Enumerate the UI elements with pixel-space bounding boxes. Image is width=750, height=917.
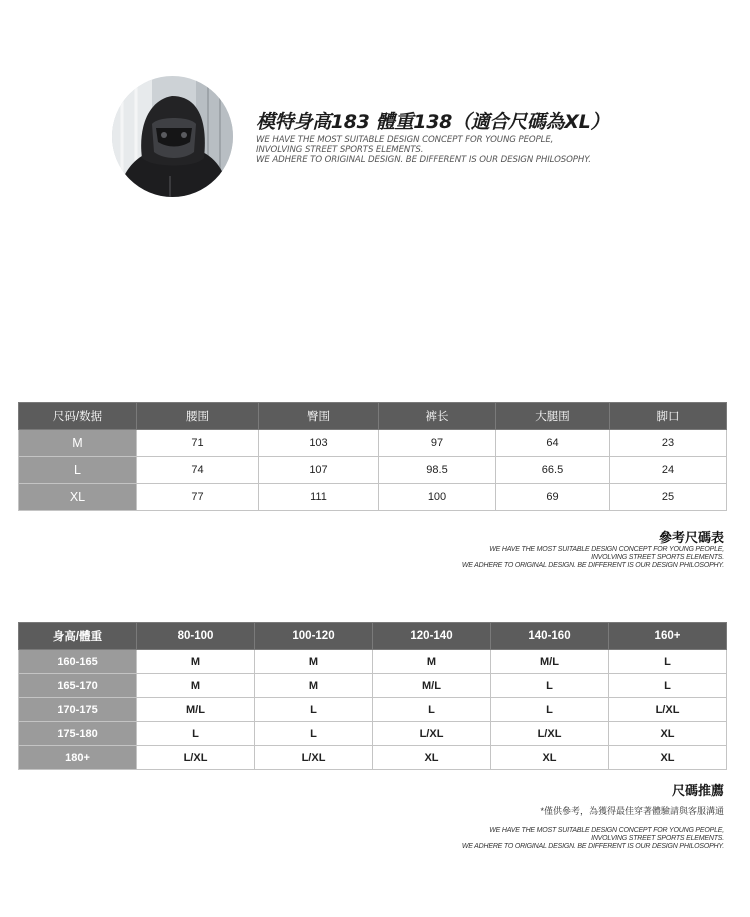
rec-table-header — [19, 623, 727, 650]
table-cell: 103 — [259, 430, 379, 457]
table-cell: XL — [609, 746, 727, 770]
height-label: 170-175 — [19, 698, 137, 722]
header-cell: 臀围 — [259, 403, 379, 430]
table-cell: L — [255, 722, 373, 746]
table-row — [19, 722, 727, 746]
table-row — [19, 650, 727, 674]
size-label: L — [19, 457, 137, 484]
table-cell: M — [373, 650, 491, 674]
rec-caption-line: WE HAVE THE MOST SUITABLE DESIGN CONCEPT FOR YOUNG PEOPLE, — [489, 827, 724, 834]
table-cell: L — [609, 674, 727, 698]
header-cell: 腰围 — [137, 403, 259, 430]
model-slogan-line: WE HAVE THE MOST SUITABLE DESIGN CONCEPT FOR YOUNG PEOPLE, — [256, 135, 554, 145]
model-title: 模特身高183 體重138（適合尺碼為XL） — [256, 111, 610, 133]
size-caption-line: INVOLVING STREET SPORTS ELEMENTS. — [591, 554, 724, 561]
table-row — [19, 698, 727, 722]
model-photo — [112, 76, 233, 197]
header-cell: 大腿围 — [496, 403, 610, 430]
height-label: 165-170 — [19, 674, 137, 698]
size-label: M — [19, 430, 137, 457]
table-row — [19, 674, 727, 698]
rec-caption-note: *僅供參考，為獲得最佳穿著體驗請與客服溝通 — [540, 806, 724, 816]
model-slogan-line: WE ADHERE TO ORIGINAL DESIGN. BE DIFFERENT IS OUR DESIGN PHILOSOPHY. — [256, 155, 591, 165]
rec-caption-title: 尺碼推薦 — [671, 783, 724, 798]
height-label: 160-165 — [19, 650, 137, 674]
table-cell: L — [373, 698, 491, 722]
size-table — [18, 402, 727, 511]
table-cell: XL — [491, 746, 609, 770]
header-cell: 100-120 — [255, 623, 373, 650]
table-cell: M — [137, 650, 255, 674]
table-cell: 24 — [610, 457, 727, 484]
rec-caption-line: INVOLVING STREET SPORTS ELEMENTS. — [591, 835, 724, 842]
table-cell: L/XL — [255, 746, 373, 770]
table-cell: 71 — [137, 430, 259, 457]
table-row — [19, 430, 727, 457]
height-label: 180+ — [19, 746, 137, 770]
table-cell: L — [255, 698, 373, 722]
table-cell: XL — [609, 722, 727, 746]
table-cell: L/XL — [137, 746, 255, 770]
table-cell: L — [609, 650, 727, 674]
table-cell: M/L — [137, 698, 255, 722]
table-cell: 100 — [379, 484, 496, 511]
table-cell: 25 — [610, 484, 727, 511]
size-label: XL — [19, 484, 137, 511]
table-cell: L — [491, 674, 609, 698]
table-cell: M/L — [491, 650, 609, 674]
table-cell: 64 — [496, 430, 610, 457]
header-cell: 身高/體重 — [19, 623, 137, 650]
table-cell: 98.5 — [379, 457, 496, 484]
table-cell: L/XL — [373, 722, 491, 746]
table-cell: L — [491, 698, 609, 722]
model-slogan-line: INVOLVING STREET SPORTS ELEMENTS. — [256, 145, 424, 155]
table-cell: 77 — [137, 484, 259, 511]
table-cell: L/XL — [491, 722, 609, 746]
table-cell: 66.5 — [496, 457, 610, 484]
table-cell: M — [255, 674, 373, 698]
table-cell: L/XL — [609, 698, 727, 722]
table-cell: M/L — [373, 674, 491, 698]
table-cell: L — [137, 722, 255, 746]
table-cell: 23 — [610, 430, 727, 457]
size-caption-line: WE HAVE THE MOST SUITABLE DESIGN CONCEPT FOR YOUNG PEOPLE, — [489, 546, 724, 553]
table-row — [19, 457, 727, 484]
header-cell: 80-100 — [137, 623, 255, 650]
size-table-header — [19, 403, 727, 430]
table-cell: M — [255, 650, 373, 674]
table-cell: M — [137, 674, 255, 698]
header-cell: 尺码/数据 — [19, 403, 137, 430]
table-row — [19, 746, 727, 770]
header-cell: 160+ — [609, 623, 727, 650]
table-cell: 97 — [379, 430, 496, 457]
table-cell: XL — [373, 746, 491, 770]
table-cell: 107 — [259, 457, 379, 484]
header-cell: 140-160 — [491, 623, 609, 650]
size-caption-title: 參考尺碼表 — [658, 530, 724, 545]
table-row — [19, 484, 727, 511]
header-cell: 脚口 — [610, 403, 727, 430]
table-cell: 74 — [137, 457, 259, 484]
header-cell: 裤长 — [379, 403, 496, 430]
rec-caption-line: WE ADHERE TO ORIGINAL DESIGN. BE DIFFERENT IS OUR DESIGN PHILOSOPHY. — [461, 843, 724, 850]
table-cell: 69 — [496, 484, 610, 511]
size-recommendation-table — [18, 622, 727, 770]
size-caption-line: WE ADHERE TO ORIGINAL DESIGN. BE DIFFERENT IS OUR DESIGN PHILOSOPHY. — [461, 562, 724, 569]
header-cell: 120-140 — [373, 623, 491, 650]
height-label: 175-180 — [19, 722, 137, 746]
table-cell: 111 — [259, 484, 379, 511]
